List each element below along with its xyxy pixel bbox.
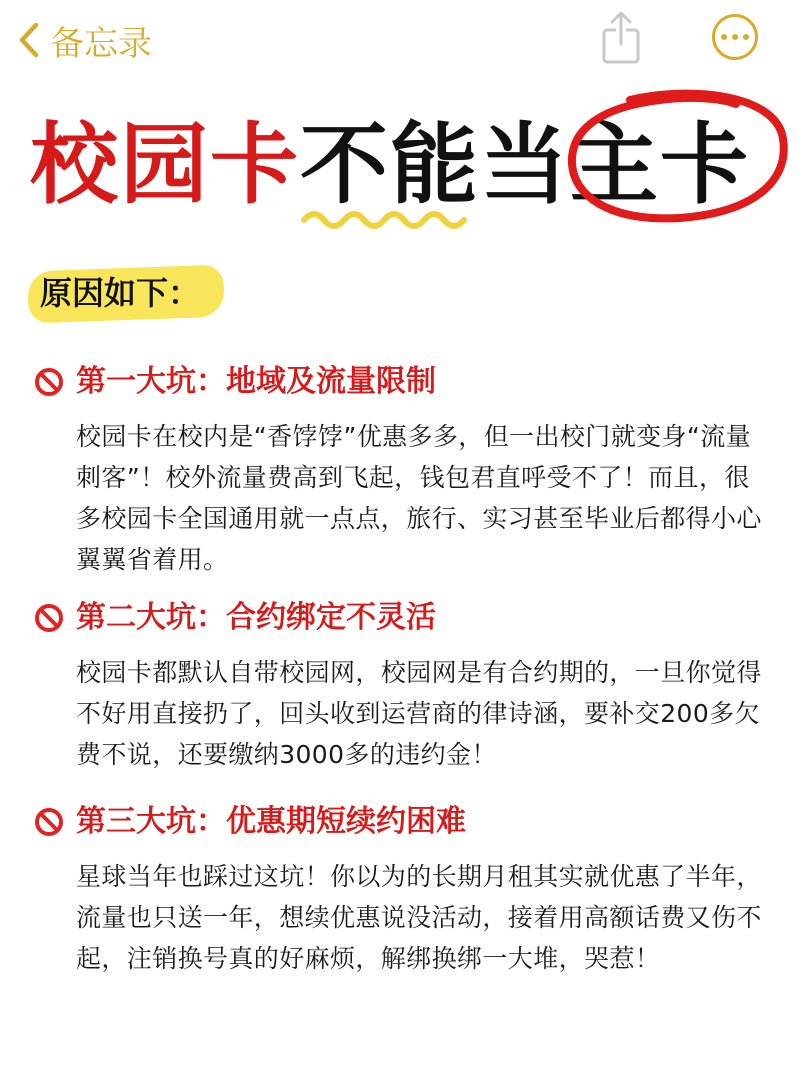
back-button[interactable] [18,14,152,66]
top-navigation-bar [0,0,800,80]
section-body: 星球当年也踩过这坑！你以为的长期月租其实就优惠了半年，流量也只送一年，想续优惠说没活动，接着用高额话费又伤不起，注销换号真的好麻烦，解绑换绑一大堆，哭惹！ [76,862,762,973]
share-icon [598,10,644,66]
section-heading [34,594,774,642]
more-icon [721,34,727,40]
headline-red-part: 校园卡 [30,113,301,216]
prohibited-icon [34,367,64,397]
chevron-left-icon [18,21,40,59]
section-1 [34,358,774,580]
section-body: 校园卡在校内是“香饽饽”优惠多多，但一出校门就变身“流量刺客”！校外流量费高到飞起，钱包君直呼受不了！而且，很多校园卡全国通用就一点点，旅行、实习甚至毕业后都得小心翼翼省着用。 [76,422,762,574]
back-button-label: 备忘录 [50,23,152,64]
section-heading [34,798,774,846]
headline-black-part: 不能当 [300,113,571,216]
section-body: 校园卡都默认自带校园网，校园网是有合约期的，一旦你觉得不好用直接扔了，回头收到运营商的律诗涵，要补交200多欠费不说，还要缴纳3000多的违约金！ [76,658,762,769]
section-title: 第二大坑：合约绑定不灵活 [76,600,436,635]
reason-label: 原因如下： [40,274,201,312]
share-button[interactable] [598,10,644,66]
section-heading [34,358,774,406]
section-2 [34,594,774,775]
prohibited-icon [34,807,64,837]
section-3 [34,798,774,979]
more-button[interactable] [712,14,758,60]
section-title: 第一大坑：地域及流量限制 [76,364,436,399]
section-title: 第三大坑：优惠期短续约困难 [76,804,466,839]
wavy-underline-mark [300,202,470,230]
prohibited-icon [34,603,64,633]
headline-circled-part: 主卡 [570,113,751,216]
